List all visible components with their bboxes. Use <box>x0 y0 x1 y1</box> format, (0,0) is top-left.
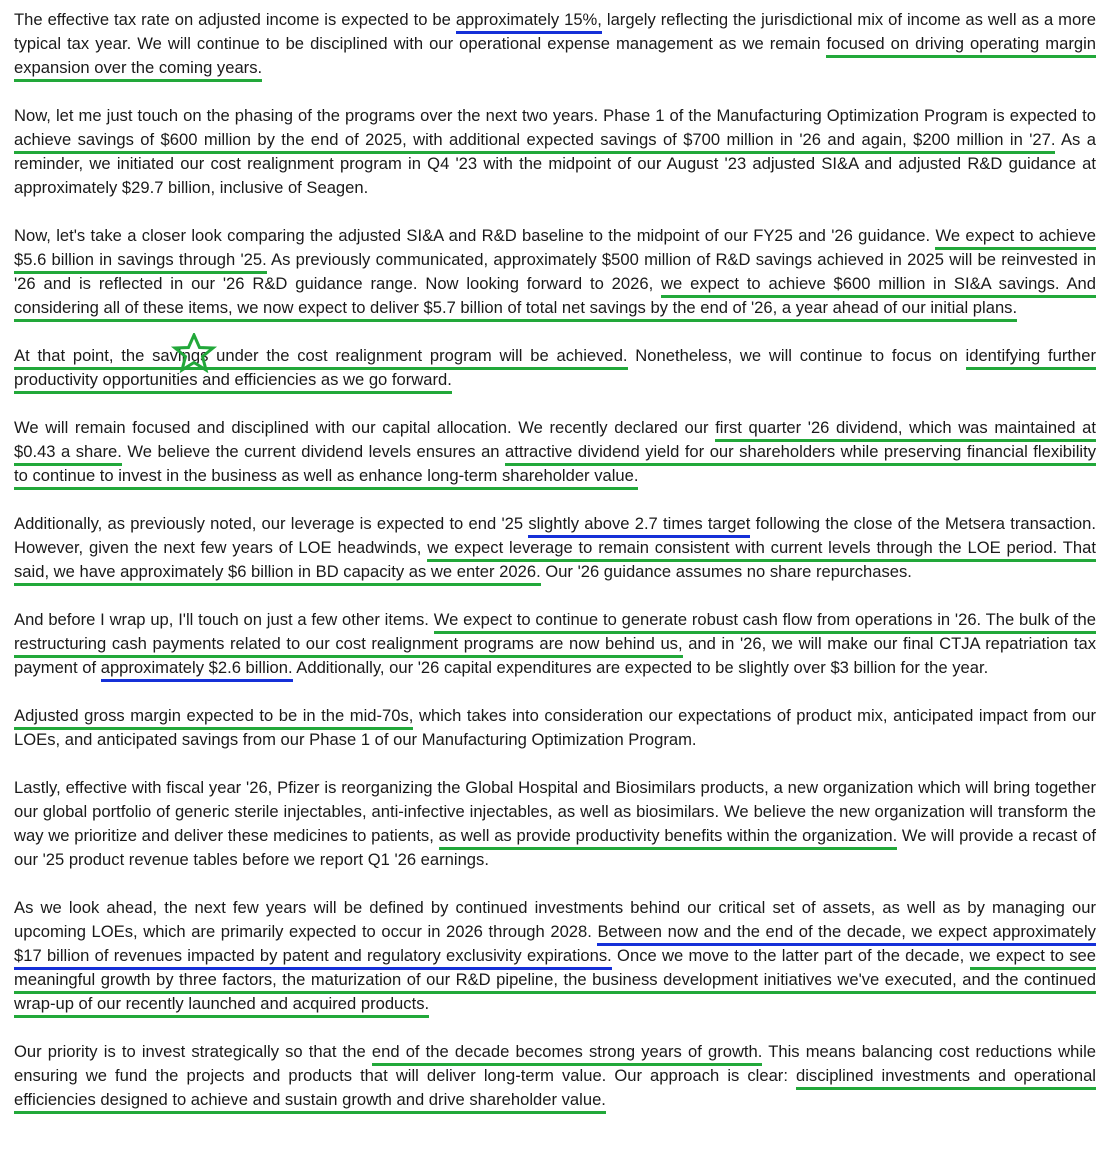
highlighted-phrase-green: Adjusted gross margin expected to be in the mid-70s, <box>14 706 413 730</box>
text-run: Our '26 guidance assumes no share repurchases. <box>540 562 912 581</box>
text-run: Our priority is to invest strategically so that the <box>14 1042 372 1061</box>
paragraph <box>14 8 1096 80</box>
text-run: Nonetheless, we will continue to focus on <box>627 346 966 365</box>
highlighted-phrase-green: attractive dividend yield for our shareholders while preserving financial flexibility to continue to invest in the business as well as enhance long-term shareholder value. <box>14 442 1096 490</box>
paragraph <box>14 416 1096 488</box>
highlighted-phrase-green: as well as provide productivity benefits within the organization. <box>439 826 898 850</box>
text-run: and in '26, we will make our final CTJA repatriation tax payment of <box>14 634 1097 677</box>
highlighted-phrase-green: We expect to continue to generate robust cash flow from operations in '26. The bulk of the restructuring cash payments related to our cost realignment programs are now behind us, <box>14 610 1096 658</box>
paragraph <box>14 776 1096 872</box>
text-run: The effective tax rate on adjusted income is expected to be <box>14 10 456 29</box>
highlighted-phrase-green: we expect to achieve $600 million in SI&A savings. And considering all of these items, we now expect to deliver $5.7 billion of total net savings by the end of '26, a year ahead of our initial plans. <box>14 274 1096 322</box>
text-run: And before I wrap up, I'll touch on just a few other items. <box>14 610 434 629</box>
text-run: Additionally, our '26 capital expenditures are expected to be slightly over $3 billion for the year. <box>292 658 989 677</box>
paragraph <box>14 896 1096 1016</box>
paragraph <box>14 512 1096 584</box>
highlighted-phrase-green: end of the decade becomes strong years of growth. <box>372 1042 763 1066</box>
highlighted-phrase-green: focused on driving operating margin expansion over the coming years. <box>14 34 1096 82</box>
highlighted-phrase-green: identifying further productivity opportunities and efficiencies as we go forward. <box>14 346 1096 394</box>
paragraph <box>14 224 1096 320</box>
highlighted-phrase-blue: slightly above 2.7 times target <box>528 514 750 538</box>
text-run: which takes into consideration our expectations of product mix, anticipated impact from our LOEs, and anticipated savings from our Phase 1 of our Manufacturing Optimization Program. <box>14 706 1096 749</box>
text-run: following the close of the Metsera transaction. However, given the next few years of LOE headwinds, <box>14 514 1096 557</box>
text-run: largely reflecting the jurisdictional mix of income as well as a more typical tax year. We will continue to be disciplined with our operational expense management as we remain <box>14 10 1096 53</box>
highlighted-phrase-green: At that point, the savings under the cost realignment program will be achieved. <box>14 346 628 370</box>
highlighted-phrase-blue: Between now and the end of the decade, we expect approximately $17 billion of revenues impacted by patent and regulatory exclusivity expirations. <box>14 922 1096 970</box>
text-run: Additionally, as previously noted, our leverage is expected to end '25 <box>14 514 529 533</box>
text-run: We will remain focused and disciplined with our capital allocation. We recently declared our <box>14 418 716 437</box>
text-run: As we look ahead, the next few years will be defined by continued investments behind our critical set of assets, as well as by managing our upcoming LOEs, which are primarily expected to occur in 2026 through 2028. <box>14 898 1096 941</box>
text-run: Now, let me just touch on the phasing of the programs over the next two years. Phase 1 of the Manufacturing Optimization Program is expected to <box>14 106 1096 125</box>
text-run: We believe the current dividend levels ensures an <box>121 442 506 461</box>
text-run: We will provide a recast of our '25 product revenue tables before we report Q1 '26 earnings. <box>14 826 1096 869</box>
text-run: Now, let's take a closer look comparing the adjusted SI&A and R&D baseline to the midpoint of our FY25 and '26 guidance. <box>14 226 936 245</box>
transcript-document <box>14 8 1096 1112</box>
paragraph <box>14 608 1096 680</box>
highlighted-phrase-green: we expect to see meaningful growth by three factors, the maturization of our R&D pipeline, the business development initiatives we've executed, and the continued wrap-up of our recently launched and acquired products. <box>14 946 1096 1018</box>
highlighted-phrase-blue: approximately $2.6 billion. <box>101 658 293 682</box>
paragraph <box>14 704 1096 752</box>
text-run: Lastly, effective with fiscal year '26, Pfizer is reorganizing the Global Hospital and Biosimilars products, a new organization which will bring together our global portfolio of generic sterile injectables, anti-infective injectables, as well as biosimilars. We believe the new organization will transform the way we prioritize and deliver these medicines to patients, <box>14 778 1096 845</box>
text-run: This means balancing cost reductions while ensuring we fund the projects and products that will deliver long-term value. Our approach is clear: <box>14 1042 1096 1085</box>
text-run: As a reminder, we initiated our cost realignment program in Q4 '23 with the midpoint of our August '23 adjusted SI&A and adjusted R&D guidance at approximately $29.7 billion, inclusive of Seagen. <box>14 130 1097 197</box>
highlighted-phrase-blue: approximately 15%, <box>456 10 602 34</box>
paragraph <box>14 104 1096 200</box>
text-run: Once we move to the latter part of the decade, <box>611 946 970 965</box>
highlighted-phrase-green: first quarter '26 dividend, which was maintained at $0.43 a share. <box>14 418 1096 466</box>
text-run: As previously communicated, approximately $500 million of R&D savings achieved in 2025 will be reinvested in '26 and is reflected in our '26 R&D guidance range. Now looking forward to 2026, <box>14 250 1096 293</box>
paragraph <box>14 1040 1096 1112</box>
highlighted-phrase-green: we expect leverage to remain consistent with current levels through the LOE period. That said, we have approximately $6 billion in BD capacity as we enter 2026. <box>14 538 1096 586</box>
star-outline-icon <box>166 333 222 373</box>
highlighted-phrase-green: We expect to achieve $5.6 billion in savings through '25. <box>14 226 1096 274</box>
highlighted-phrase-green: disciplined investments and operational efficiencies designed to achieve and sustain growth and drive shareholder value. <box>14 1066 1096 1114</box>
highlighted-phrase-green: achieve savings of $600 million by the end of 2025, with additional expected savings of $700 million in '26 and again, $200 million in '27. <box>14 130 1055 154</box>
